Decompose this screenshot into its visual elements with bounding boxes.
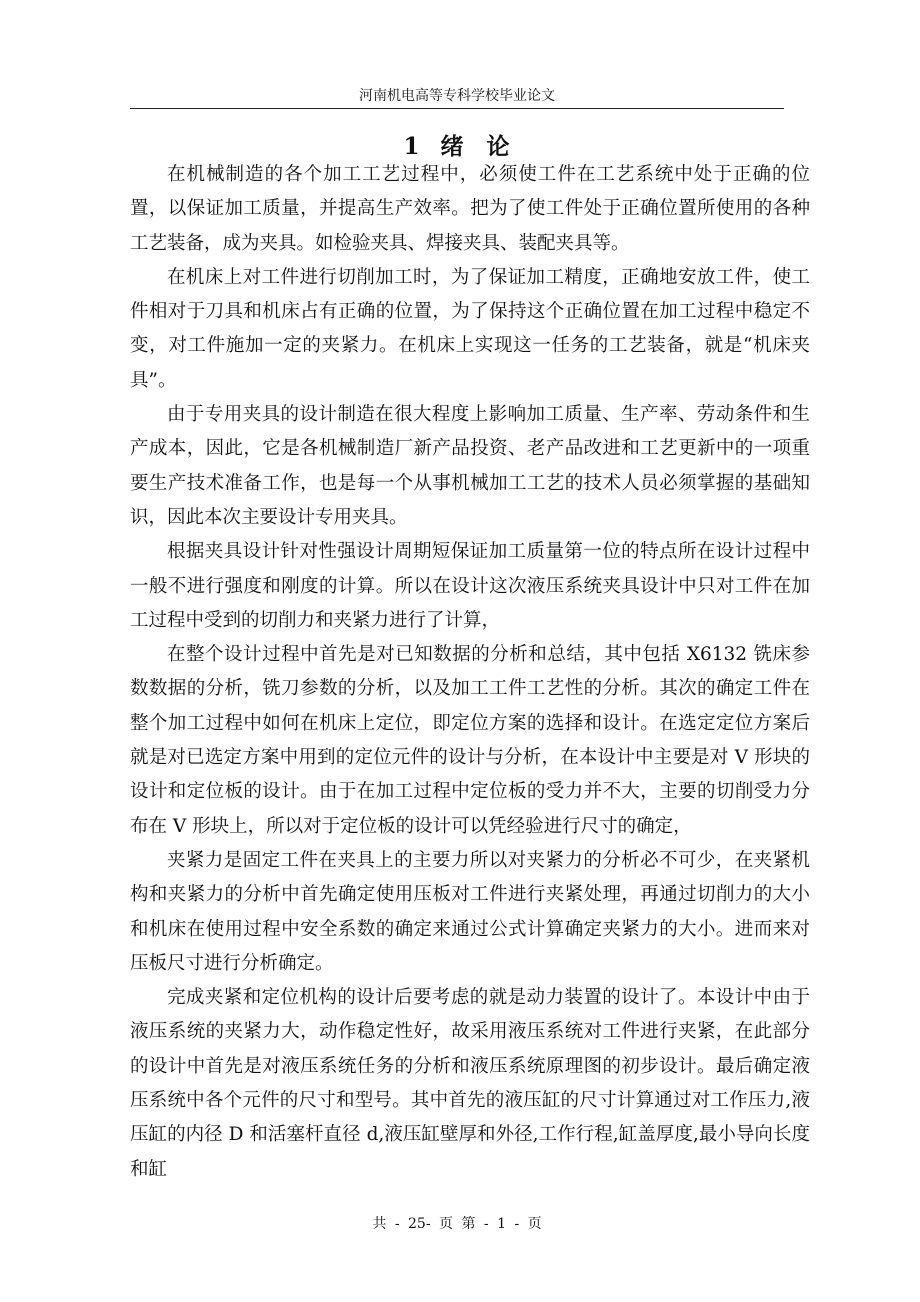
chapter-number: 1 [403,133,421,160]
paragraph-5: 在整个设计过程中首先是对已知数据的分析和总结，其中包括 X6132 铣床参数数据的分析，铣刀参数的分析，以及加工工件工艺性的分析。其次的确定工件在整个加工过程中如何在机床上定位，即定位方案的选择和设计。在选定定位方案后就是对已选定方案中用到的定位元件的设计与分析，在本设计中主要是对 V 形块的设计和定位板的设计。由于在加工过程中定位板的受力并不大，主要的切削受力分布在 V 形块上，所以对于定位板的设计可以凭经验进行尺寸的确定， [130,644,810,837]
page-number: 共 - 25- 页 第 - 1 - 页 [372,1216,542,1232]
chapter-title-char-2: 论 [486,133,511,160]
paragraph-3: 由于专用夹具的设计制造在很大程度上影响加工质量、生产率、劳动条件和生产成本，因此，它是各机械制造厂新产品投资、老产品改进和工艺更新中的一项重要生产技术准备工作，也是每一个从事机械加工工艺的技术人员必须掌握的基础知识，因此本次主要设计专用夹具。 [130,404,810,528]
page-footer [130,1215,784,1233]
paragraph-6: 夹紧力是固定工件在夹具上的主要力所以对夹紧力的分析必不可少，在夹紧机构和夹紧力的分析中首先确定使用压板对工件进行夹紧处理，再通过切削力的大小和机床在使用过程中安全系数的确定来通过公式计算确定夹紧力的大小。进而来对压板尺寸进行分析确定。 [130,849,810,974]
paragraph-7: 完成夹紧和定位机构的设计后要考虑的就是动力装置的设计了。本设计中由于液压系统的夹紧力大，动作稳定性好，故采用液压系统对工件进行夹紧，在此部分的设计中首先是对液压系统任务的分析和液压系统原理图的初步设计。最后确定液压系统中各个元件的尺寸和型号。其中首先的液压缸的尺寸计算通过对工作压力,液压缸的内径 D 和活塞杆直径 d,液压缸壁厚和外径,工作行程,缸盖厚度,最小导向长度和缸 [130,987,810,1180]
page-header [130,88,784,109]
paragraph-2: 在机床上对工件进行切削加工时，为了保证加工精度，正确地安放工件，使工件相对于刀具和机床占有正确的位置，为了保持这个正确位置在加工过程中稳定不变，对工件施加一定的夹紧力。在机床上实现这一任务的工艺装备，就是“机床夹具”。 [130,266,810,391]
chapter-title-char-1: 绪 [440,133,465,160]
paragraph-4: 根据夹具设计针对性强设计周期短保证加工质量第一位的特点所在设计过程中一般不进行强度和刚度的计算。所以在设计这次液压系统夹具设计中只对工件在加工过程中受到的切削力和夹紧力进行了计算， [130,541,810,631]
header-text: 河南机电高等专科学校毕业论文 [359,88,555,104]
body-text [130,158,810,1187]
paragraph-1: 在机械制造的各个加工工艺过程中，必须使工件在工艺系统中处于正确的位置，以保证加工质量，并提高生产效率。把为了使工件处于正确位置所使用的各种工艺装备，成为夹具。如检验夹具、焊接夹具、装配夹具等。 [130,164,810,254]
